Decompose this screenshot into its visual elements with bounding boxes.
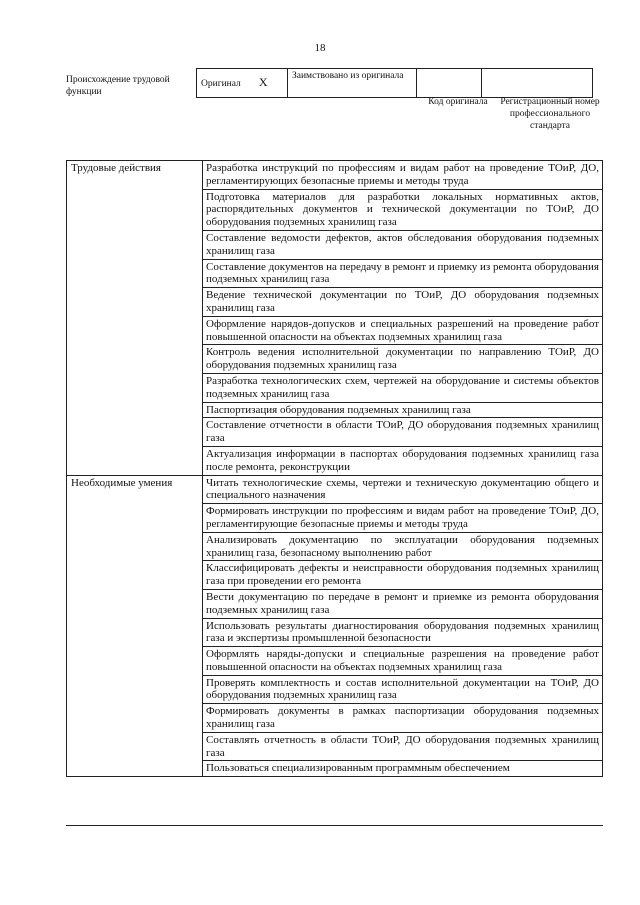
table-bottom-border [66, 825, 603, 826]
section-item: Составление ведомости дефектов, актов обследования оборудования подземных хранилищ газа [203, 230, 603, 259]
reg-number-cell [482, 69, 593, 98]
original-label: Оригинал [201, 78, 241, 89]
section-item: Контроль ведения исполнительной документации по направлению ТОиР, ДО оборудования подземных хранилищ газа [203, 345, 603, 374]
code-caption: Код оригинала [428, 97, 488, 107]
section-item: Формировать документы в рамках паспортизации оборудования подземных хранилищ газа [203, 704, 603, 733]
labor-function-table [66, 160, 603, 777]
page-number: 18 [314, 42, 326, 54]
section-item: Читать технологические схемы, чертежи и техническую документацию общего и специального назначения [203, 475, 603, 504]
table-row [67, 161, 603, 190]
original-cell [197, 69, 288, 98]
section-item: Оформление нарядов-допусков и специальных разрешений на проведение работ повышенной опасности на объектах подземных хранилищ газа [203, 316, 603, 345]
section-item: Классифицировать дефекты и неисправности оборудования подземных хранилищ газа при проведении его ремонта [203, 561, 603, 590]
section-title: Необходимые умения [67, 475, 203, 777]
section-item: Составление отчетности в области ТОиР, ДО оборудования подземных хранилищ газа [203, 418, 603, 447]
section-item: Подготовка материалов для разработки локальных нормативных актов, распорядительных документов и технической документации по ТОиР, ДО оборудования подземных хранилищ газа [203, 189, 603, 230]
section-item: Паспортизация оборудования подземных хранилищ газа [203, 402, 603, 418]
original-mark: X [258, 74, 268, 89]
section-item: Анализировать документацию по эксплуатации оборудования подземных хранилищ газа, безопасному выполнению работ [203, 532, 603, 561]
section-item: Вести документацию по передаче в ремонт и приемке из ремонта оборудования подземных хранилищ газа [203, 589, 603, 618]
borrowed-cell: Заимствовано из оригинала [288, 69, 417, 98]
section-title: Трудовые действия [67, 161, 203, 476]
section-item: Проверять комплектность и состав исполнительной документации на ТОиР, ДО оборудования подземных хранилищ газа [203, 675, 603, 704]
section-item: Оформлять наряды-допуски и специальные разрешения на проведение работ повышенной опасности на объектах подземных хранилищ газа [203, 647, 603, 676]
section-item: Пользоваться специализированным программным обеспечением [203, 761, 603, 777]
section-item: Составлять отчетность в области ТОиР, ДО оборудования подземных хранилищ газа [203, 732, 603, 761]
section-item: Формировать инструкции по профессиям и видам работ на проведение ТОиР, ДО, регламентирующие безопасные приемы и методы труда [203, 504, 603, 533]
origin-table [196, 68, 593, 98]
code-cell [417, 69, 482, 98]
section-item: Разработка технологических схем, чертежей на оборудование и системы объектов подземных хранилищ газа [203, 373, 603, 402]
section-item: Разработка инструкций по профессиям и видам работ на проведение ТОиР, ДО, регламентирующих безопасные приемы и методы труда [203, 161, 603, 190]
section-item: Составление документов на передачу в ремонт и приемку из ремонта оборудования подземных хранилищ газа [203, 259, 603, 288]
section-item: Ведение технической документации по ТОиР, ДО оборудования подземных хранилищ газа [203, 288, 603, 317]
section-item: Использовать результаты диагностирования оборудования подземных хранилищ газа и экспертизы промышленной безопасности [203, 618, 603, 647]
table-row [67, 475, 603, 504]
reg-number-caption: Регистрационный номер профессионального стандарта [500, 97, 600, 131]
section-item: Актуализация информации в паспортах оборудования подземных хранилищ газа после ремонта, реконструкции [203, 446, 603, 475]
origin-label: Происхождение трудовой функции [66, 75, 170, 97]
